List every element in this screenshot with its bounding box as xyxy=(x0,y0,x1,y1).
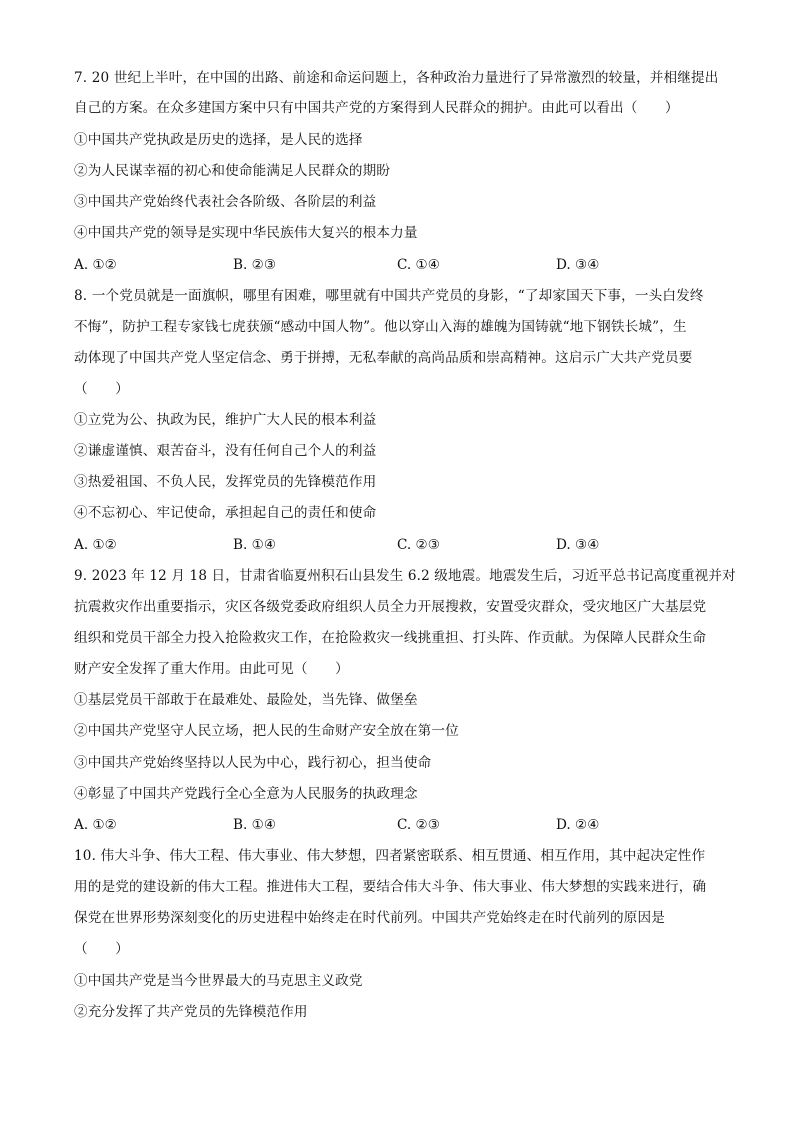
q9-option-a: A. ①② xyxy=(74,817,117,833)
q8-statement-1: ①立党为公、执政为民，维护广大人民的根本利益 xyxy=(74,412,377,428)
q9-option-b: B. ①④ xyxy=(233,817,277,833)
q9-stem-line-4: 财产安全发挥了重大作用。由此可见（ ） xyxy=(74,661,349,677)
q7-option-c: C. ①④ xyxy=(397,257,440,273)
q9-stem-line-1: 9. 2023 年 12 月 18 日，甘肃省临夏州积石山县发生 6.2 级地震。地震发生后，习近平总书记高度重视并对 xyxy=(74,568,736,584)
q9-statement-4: ④彰显了中国共产党践行全心全意为人民服务的执政理念 xyxy=(74,786,418,802)
q8-stem-line-1: 8. 一个党员就是一面旗帜，哪里有困难，哪里就有中国共产党员的身影，“了却家国天下事，一头白发终 xyxy=(74,288,704,304)
q7-statement-1: ①中国共产党执政是历史的选择，是人民的选择 xyxy=(74,132,363,148)
q9-option-d: D. ②④ xyxy=(556,817,600,833)
q9-option-c: C. ②③ xyxy=(397,817,440,833)
q8-option-d: D. ③④ xyxy=(556,537,600,553)
q10-stem-line-3: 保党在世界形势深刻变化的历史进程中始终走在时代前列。中国共产党始终走在时代前列的原因是 xyxy=(74,910,665,926)
q9-statement-2: ②中国共产党坚守人民立场，把人民的生命财产安全放在第一位 xyxy=(74,723,459,739)
q7-option-b: B. ②③ xyxy=(233,257,277,273)
q10-statement-2: ②充分发挥了共产党员的先锋模范作用 xyxy=(74,1004,308,1020)
q8-option-c: C. ②③ xyxy=(397,537,440,553)
q7-statement-2: ②为人民谋幸福的初心和使命能满足人民群众的期盼 xyxy=(74,163,391,179)
q7-option-a: A. ①② xyxy=(74,257,117,273)
q7-statement-3: ③中国共产党始终代表社会各阶级、各阶层的利益 xyxy=(74,194,377,210)
q10-stem-line-4: （ ） xyxy=(74,941,129,957)
q7-option-d: D. ③④ xyxy=(556,257,600,273)
q8-option-a: A. ①② xyxy=(74,537,117,553)
q10-stem-line-2: 用的是党的建设新的伟大工程。推进伟大工程，要结合伟大斗争、伟大事业、伟大梦想的实践来进行，确 xyxy=(74,879,707,895)
q8-stem-line-2: 不悔”，防护工程专家钱七虎获颁“感动中国人物”。他以穿山入海的雄魄为国铸就“地下钢铁长城”，生 xyxy=(74,319,687,335)
q8-stem-line-4: （ ） xyxy=(74,381,129,397)
q9-stem-line-2: 抗震救灾作出重要指示，灾区各级党委政府组织人员全力开展搜救，安置受灾群众，受灾地区广大基层党 xyxy=(74,599,707,615)
q9-statement-1: ①基层党员干部敢于在最难处、最险处，当先锋、做堡垒 xyxy=(74,692,418,708)
q8-statement-3: ③热爱祖国、不负人民，发挥党员的先锋模范作用 xyxy=(74,474,377,490)
q8-statement-2: ②谦虚谨慎、艰苦奋斗，没有任何自己个人的利益 xyxy=(74,443,377,459)
q9-stem-line-3: 组织和党员干部全力投入抢险救灾工作，在抢险救灾一线挑重担、打头阵、作贡献。为保障人民群众生命 xyxy=(74,630,707,646)
q9-statement-3: ③中国共产党始终坚持以人民为中心，践行初心，担当使命 xyxy=(74,755,432,771)
q10-stem-line-1: 10. 伟大斗争、伟大工程、伟大事业、伟大梦想，四者紧密联系、相互贯通、相互作用，其中起决定性作 xyxy=(74,848,706,864)
q7-stem-line-2: 自己的方案。在众多建国方案中只有中国共产党的方案得到人民群众的拥护。由此可以看出（ ） xyxy=(74,100,679,116)
q7-statement-4: ④中国共产党的领导是实现中华民族伟大复兴的根本力量 xyxy=(74,225,418,241)
q8-option-b: B. ①④ xyxy=(233,537,277,553)
q10-statement-1: ①中国共产党是当今世界最大的马克思主义政党 xyxy=(74,973,363,989)
q8-stem-line-3: 动体现了中国共产党人坚定信念、勇于拼搏，无私奉献的高尚品质和崇高精神。这启示广大共产党员要 xyxy=(74,350,693,366)
q7-stem-line-1: 7. 20 世纪上半叶，在中国的出路、前途和命运问题上，各种政治力量进行了异常激烈的较量，并相继提出 xyxy=(74,70,719,86)
q8-statement-4: ④不忘初心、牢记使命，承担起自己的责任和使命 xyxy=(74,505,377,521)
